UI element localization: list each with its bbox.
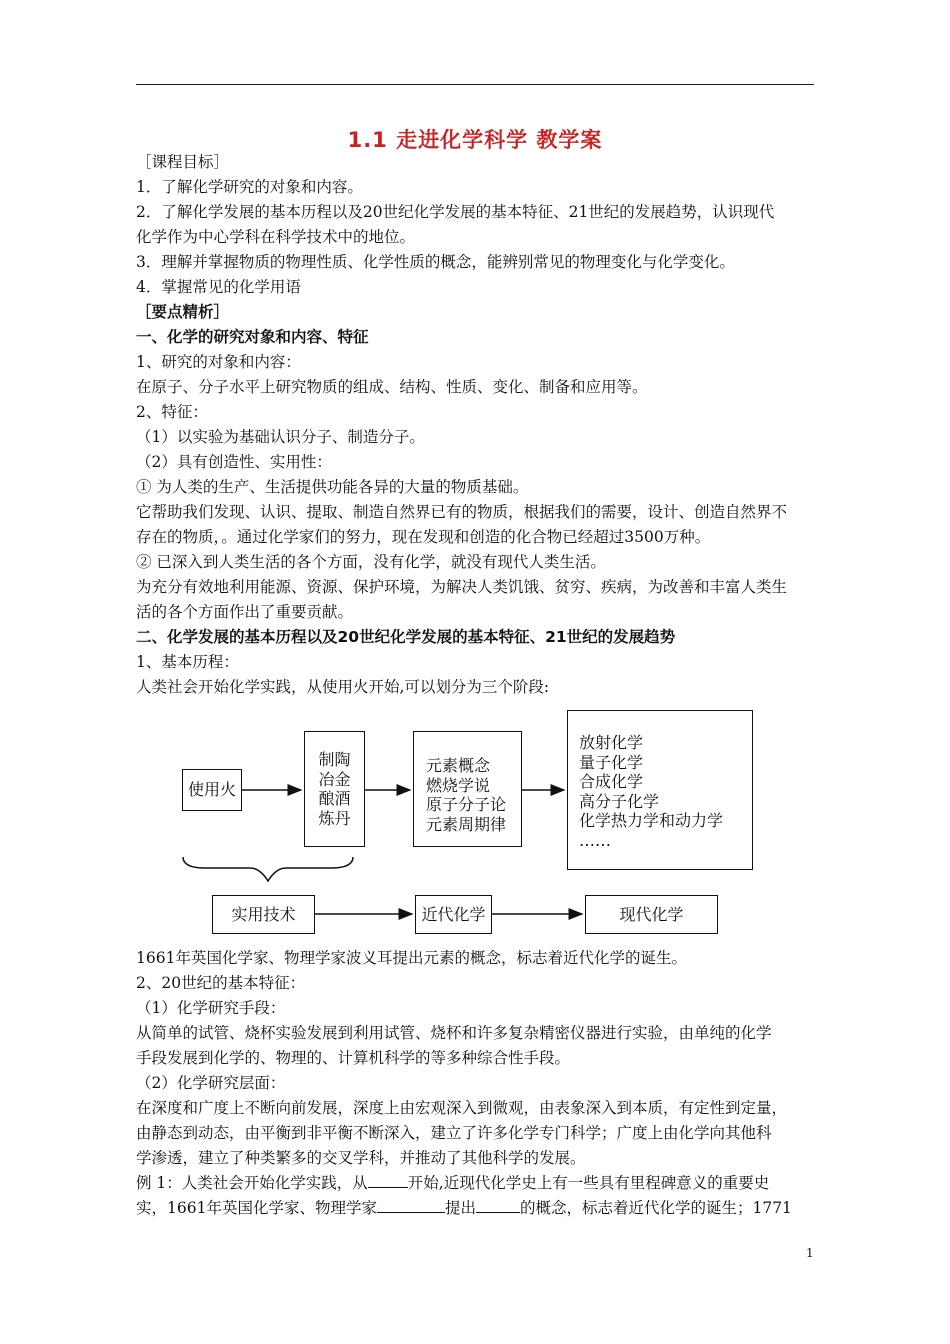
section-label-goals: ［课程目标］ (136, 153, 230, 171)
text-line: 活的各个方面作出了重要贡献。 (136, 603, 354, 621)
example-text: 开始,近现代化学史上有一些具有里程碑意义的重要史 (407, 1174, 770, 1192)
text-line: ① 为人类的生产、生活提供功能各异的大量的物质基础。 (136, 478, 529, 496)
text-line: 在原子、分子水平上研究物质的组成、结构、性质、变化、制备和应用等。 (136, 378, 648, 396)
box-modern-branches (567, 710, 753, 870)
example-text: 实，1661年英国化学家、物理学家 (136, 1199, 377, 1217)
fill-blank[interactable] (368, 1173, 408, 1188)
text-line: 1661年英国化学家、物理学家波义耳提出元素的概念，标志着近代化学的诞生。 (136, 949, 687, 967)
text-line: 由静态到动态，由平衡到非平衡不断深入，建立了许多化学专门科学；广度上由化学向其他科 (136, 1124, 772, 1142)
text-line: 1、研究的对象和内容： (136, 353, 301, 371)
text-line: 1．了解化学研究的对象和内容。 (136, 178, 363, 196)
box-item: 化学热力学和动力学 (579, 811, 724, 830)
box-practical-technology (212, 895, 315, 934)
box-item: 炼丹 (318, 808, 351, 828)
heading-1: 一、化学的研究对象和内容、特征 (136, 328, 369, 346)
box-item: 量子化学 (579, 752, 644, 772)
text-line: （1）化学研究手段： (136, 999, 286, 1017)
text-line: 它帮助我们发现、认识、提取、制造自然界已有的物质，根据我们的需要，设计、创造自然界不 (136, 503, 788, 521)
heading-2: 二、化学发展的基本历程以及20世纪化学发展的基本特征、21世纪的发展趋势 (136, 628, 676, 646)
text-line: （1）以实验为基础认识分子、制造分子。 (136, 428, 425, 446)
text-line: 1、基本历程： (136, 653, 239, 671)
box-label: 使用火 (187, 780, 236, 800)
fill-blank[interactable] (476, 1198, 520, 1213)
text-line: 化学作为中心学科在科学技术中的地位。 (136, 228, 416, 246)
text-line: ② 已深入到人类生活的各个方面，没有化学，就没有现代人类生活。 (136, 553, 606, 571)
text-line: 从简单的试管、烧杯实验发展到利用试管、烧杯和许多复杂精密仪器进行实验，由单纯的化学 (136, 1024, 772, 1042)
box-ancient-crafts (304, 731, 365, 847)
box-item: 冶金 (318, 769, 351, 789)
text-line: 2、20世纪的基本特征： (136, 974, 306, 992)
text-line: 2、特征： (136, 403, 208, 421)
box-item: 合成化学 (579, 772, 644, 791)
text-line: 为充分有效地利用能源、资源、保护环境，为解决人类饥饿、贫穷、疾病，为改善和丰富人类生 (136, 578, 788, 596)
box-label: 近代化学 (421, 904, 486, 924)
text-line: 在深度和广度上不断向前发展，深度上由宏观深入到微观，由表象深入到本质，有定性到定量， (136, 1099, 788, 1117)
page-number: 1 (806, 1246, 814, 1260)
box-item: 制陶 (318, 750, 351, 769)
box-item: 酿酒 (318, 789, 351, 808)
example-text: 例 1：人类社会开始化学实践，从 (136, 1174, 368, 1192)
box-modern-early-theories (413, 731, 522, 847)
example-text: 的概念，标志着近代化学的诞生；1771 (519, 1199, 792, 1217)
text-line: 3．理解并掌握物质的物理性质、化学性质的概念，能辨别常见的物理变化与化学变化。 (136, 253, 735, 271)
box-modern-chemistry (585, 895, 718, 934)
section-label-points: ［要点精析］ (136, 303, 230, 321)
text-line: 2．了解化学发展的基本历程以及20世纪化学发展的基本特征、21世纪的发展趋势，认识现代 (136, 203, 775, 221)
fill-blank[interactable] (377, 1198, 445, 1213)
text-line: 存在的物质，。通过化学家们的努力，现在发现和创造的化合物已经超过3500万种。 (136, 528, 711, 546)
text-line: （2）具有创造性、实用性： (136, 453, 332, 471)
example-text: 提出 (444, 1199, 476, 1217)
box-use-fire (182, 769, 242, 811)
box-early-modern-chemistry (415, 895, 492, 934)
box-item: 元素概念 (426, 756, 491, 775)
text-line: （2）化学研究层面： (136, 1074, 286, 1092)
box-label: 实用技术 (231, 904, 296, 924)
text-line: 手段发展到化学的、物理的、计算机科学的等多种综合性手段。 (136, 1049, 571, 1067)
example-line-2 (136, 1198, 816, 1218)
box-item: 燃烧学说 (426, 775, 491, 795)
box-item: 放射化学 (579, 733, 644, 752)
box-item: 原子分子论 (426, 795, 507, 814)
text-line: 人类社会开始化学实践，从使用火开始,可以划分为三个阶段: (136, 678, 550, 696)
page-title: 1.1 走进化学科学 教学案 (347, 128, 603, 152)
box-item: …… (579, 830, 611, 850)
example-line-1 (136, 1173, 816, 1193)
box-item: 元素周期律 (426, 814, 507, 834)
box-label: 现代化学 (619, 904, 684, 924)
text-line: 学渗透，建立了种类繁多的交叉学科，并推动了其他科学的发展。 (136, 1149, 586, 1167)
box-item: 高分子化学 (579, 791, 660, 811)
text-line: 4．掌握常见的化学用语 (136, 278, 301, 296)
